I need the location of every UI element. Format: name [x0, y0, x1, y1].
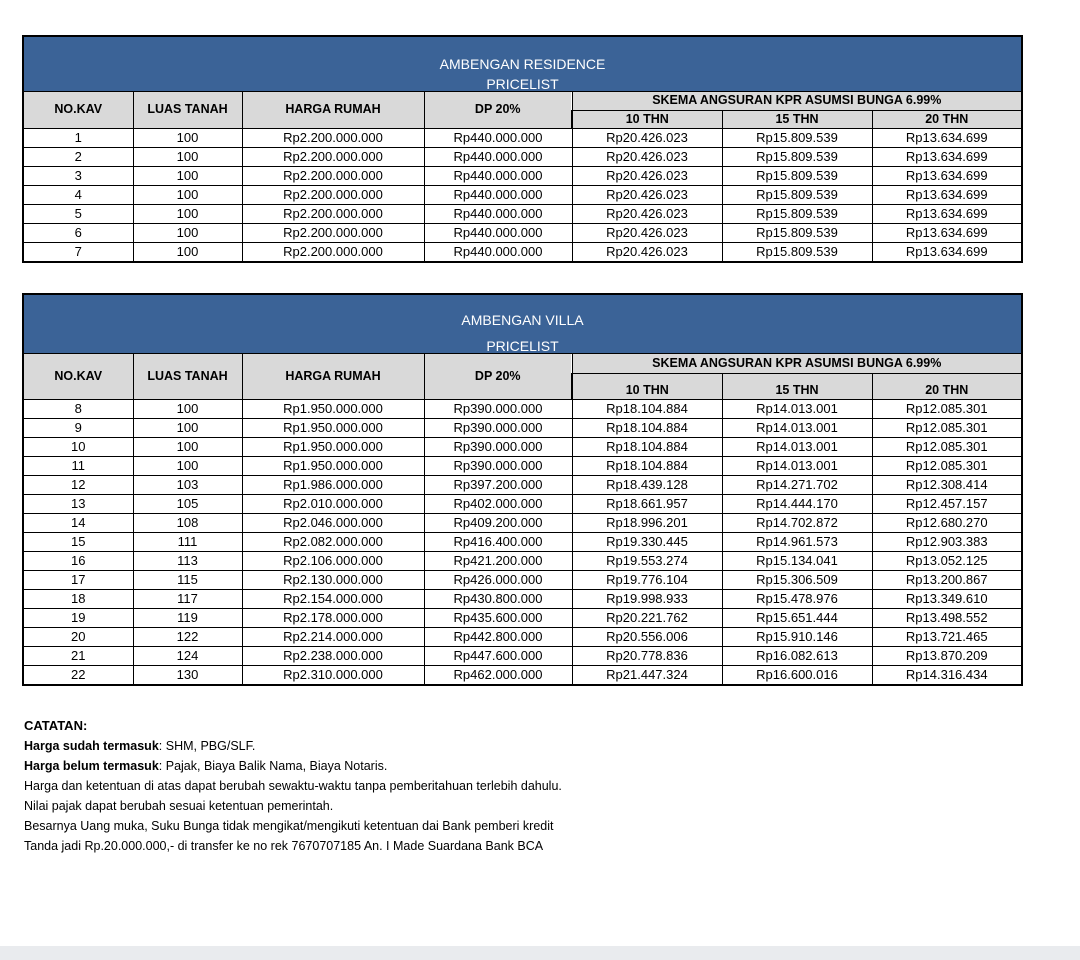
- header-no-kav: NO.KAV: [23, 353, 133, 399]
- cell-harga-rumah: Rp2.200.000.000: [242, 166, 424, 185]
- cell-harga-rumah: Rp2.154.000.000: [242, 589, 424, 608]
- cell-dp: Rp390.000.000: [424, 456, 572, 475]
- cell-15-thn: Rp15.809.539: [722, 147, 872, 166]
- cell-luas-tanah: 100: [133, 166, 242, 185]
- table-row: [23, 494, 1022, 513]
- cell-10-thn: Rp20.556.006: [572, 627, 722, 646]
- cell-10-thn: Rp21.447.324: [572, 665, 722, 685]
- cell-15-thn: Rp15.809.539: [722, 166, 872, 185]
- pricelist-table: [22, 35, 1023, 263]
- cell-20-thn: Rp12.085.301: [872, 418, 1022, 437]
- cell-10-thn: Rp20.426.023: [572, 242, 722, 262]
- cell-harga-rumah: Rp2.010.000.000: [242, 494, 424, 513]
- note-excluded-value: : Pajak, Biaya Balik Nama, Biaya Notaris.: [158, 759, 388, 773]
- cell-20-thn: Rp13.634.699: [872, 185, 1022, 204]
- cell-15-thn: Rp14.013.001: [722, 418, 872, 437]
- cell-20-thn: Rp13.200.867: [872, 570, 1022, 589]
- cell-luas-tanah: 100: [133, 456, 242, 475]
- cell-no-kav: 2: [23, 147, 133, 166]
- cell-harga-rumah: Rp2.310.000.000: [242, 665, 424, 685]
- cell-harga-rumah: Rp2.200.000.000: [242, 128, 424, 147]
- cell-dp: Rp440.000.000: [424, 147, 572, 166]
- cell-no-kav: 12: [23, 475, 133, 494]
- cell-luas-tanah: 130: [133, 665, 242, 685]
- cell-10-thn: Rp20.426.023: [572, 185, 722, 204]
- table-row: [23, 204, 1022, 223]
- cell-harga-rumah: Rp2.200.000.000: [242, 242, 424, 262]
- table-subtitle: PRICELIST: [23, 329, 1022, 353]
- cell-20-thn: Rp14.316.434: [872, 665, 1022, 685]
- cell-harga-rumah: Rp2.200.000.000: [242, 223, 424, 242]
- cell-15-thn: Rp16.600.016: [722, 665, 872, 685]
- note-included-value: : SHM, PBG/SLF.: [158, 739, 256, 753]
- cell-luas-tanah: 100: [133, 185, 242, 204]
- cell-dp: Rp390.000.000: [424, 437, 572, 456]
- cell-dp: Rp447.600.000: [424, 646, 572, 665]
- cell-10-thn: Rp20.426.023: [572, 166, 722, 185]
- cell-no-kav: 11: [23, 456, 133, 475]
- cell-10-thn: Rp19.998.933: [572, 589, 722, 608]
- cell-10-thn: Rp18.996.201: [572, 513, 722, 532]
- cell-10-thn: Rp20.426.023: [572, 223, 722, 242]
- header-no-kav: NO.KAV: [23, 91, 133, 128]
- cell-luas-tanah: 100: [133, 128, 242, 147]
- header-harga-rumah: HARGA RUMAH: [242, 353, 424, 399]
- cell-15-thn: Rp14.013.001: [722, 456, 872, 475]
- header-15-thn: 15 THN: [722, 373, 872, 399]
- cell-15-thn: Rp15.910.146: [722, 627, 872, 646]
- cell-dp: Rp440.000.000: [424, 185, 572, 204]
- cell-10-thn: Rp18.104.884: [572, 399, 722, 418]
- cell-no-kav: 18: [23, 589, 133, 608]
- note-line: Tanda jadi Rp.20.000.000,- di transfer ke no rek 7670707185 An. I Made Suardana Bank BCA: [24, 839, 544, 853]
- cell-10-thn: Rp20.426.023: [572, 128, 722, 147]
- table-row: [23, 589, 1022, 608]
- cell-harga-rumah: Rp2.238.000.000: [242, 646, 424, 665]
- cell-15-thn: Rp15.651.444: [722, 608, 872, 627]
- table-row: [23, 456, 1022, 475]
- table-row: [23, 418, 1022, 437]
- note-excluded: [24, 756, 562, 776]
- cell-dp: Rp430.800.000: [424, 589, 572, 608]
- cell-no-kav: 9: [23, 418, 133, 437]
- cell-15-thn: Rp16.082.613: [722, 646, 872, 665]
- cell-dp: Rp442.800.000: [424, 627, 572, 646]
- table-row: [23, 166, 1022, 185]
- cell-harga-rumah: Rp2.200.000.000: [242, 185, 424, 204]
- pricelist-residence: [22, 35, 1021, 263]
- cell-15-thn: Rp14.013.001: [722, 399, 872, 418]
- cell-10-thn: Rp19.330.445: [572, 532, 722, 551]
- cell-10-thn: Rp20.778.836: [572, 646, 722, 665]
- cell-15-thn: Rp15.306.509: [722, 570, 872, 589]
- cell-harga-rumah: Rp2.200.000.000: [242, 147, 424, 166]
- cell-harga-rumah: Rp1.950.000.000: [242, 399, 424, 418]
- cell-harga-rumah: Rp2.200.000.000: [242, 204, 424, 223]
- table-title: AMBENGAN RESIDENCE: [23, 36, 1022, 73]
- cell-10-thn: Rp18.104.884: [572, 418, 722, 437]
- cell-no-kav: 17: [23, 570, 133, 589]
- cell-luas-tanah: 108: [133, 513, 242, 532]
- cell-20-thn: Rp12.457.157: [872, 494, 1022, 513]
- cell-20-thn: Rp13.870.209: [872, 646, 1022, 665]
- header-10-thn: 10 THN: [572, 110, 722, 128]
- notes-heading: CATATAN:: [24, 718, 88, 733]
- cell-10-thn: Rp19.553.274: [572, 551, 722, 570]
- cell-15-thn: Rp14.013.001: [722, 437, 872, 456]
- cell-10-thn: Rp20.426.023: [572, 147, 722, 166]
- cell-dp: Rp390.000.000: [424, 418, 572, 437]
- table-row: [23, 513, 1022, 532]
- cell-no-kav: 7: [23, 242, 133, 262]
- table-row: [23, 223, 1022, 242]
- cell-20-thn: Rp12.308.414: [872, 475, 1022, 494]
- cell-10-thn: Rp19.776.104: [572, 570, 722, 589]
- cell-luas-tanah: 103: [133, 475, 242, 494]
- table-row: [23, 627, 1022, 646]
- cell-20-thn: Rp13.498.552: [872, 608, 1022, 627]
- cell-15-thn: Rp15.134.041: [722, 551, 872, 570]
- cell-20-thn: Rp13.634.699: [872, 204, 1022, 223]
- cell-luas-tanah: 100: [133, 204, 242, 223]
- cell-20-thn: Rp12.903.383: [872, 532, 1022, 551]
- cell-20-thn: Rp12.085.301: [872, 456, 1022, 475]
- cell-no-kav: 14: [23, 513, 133, 532]
- cell-15-thn: Rp15.809.539: [722, 242, 872, 262]
- cell-20-thn: Rp13.052.125: [872, 551, 1022, 570]
- cell-20-thn: Rp12.085.301: [872, 399, 1022, 418]
- table-subtitle: PRICELIST: [23, 73, 1022, 91]
- table-row: [23, 608, 1022, 627]
- cell-20-thn: Rp13.634.699: [872, 166, 1022, 185]
- cell-harga-rumah: Rp2.106.000.000: [242, 551, 424, 570]
- table-title: AMBENGAN VILLA: [23, 294, 1022, 329]
- header-dp: DP 20%: [424, 91, 572, 128]
- cell-10-thn: Rp18.439.128: [572, 475, 722, 494]
- table-row: [23, 665, 1022, 685]
- cell-harga-rumah: Rp2.178.000.000: [242, 608, 424, 627]
- cell-dp: Rp402.000.000: [424, 494, 572, 513]
- cell-luas-tanah: 111: [133, 532, 242, 551]
- cell-15-thn: Rp14.271.702: [722, 475, 872, 494]
- table-row: [23, 551, 1022, 570]
- cell-no-kav: 16: [23, 551, 133, 570]
- header-skema-angsuran: SKEMA ANGSURAN KPR ASUMSI BUNGA 6.99%: [572, 353, 1022, 373]
- cell-10-thn: Rp20.221.762: [572, 608, 722, 627]
- cell-dp: Rp390.000.000: [424, 399, 572, 418]
- cell-no-kav: 1: [23, 128, 133, 147]
- cell-dp: Rp440.000.000: [424, 242, 572, 262]
- header-10-thn: 10 THN: [572, 373, 722, 399]
- cell-harga-rumah: Rp2.082.000.000: [242, 532, 424, 551]
- page-bottom-edge: [0, 946, 1080, 960]
- cell-20-thn: Rp13.349.610: [872, 589, 1022, 608]
- cell-luas-tanah: 124: [133, 646, 242, 665]
- cell-20-thn: Rp12.085.301: [872, 437, 1022, 456]
- cell-luas-tanah: 119: [133, 608, 242, 627]
- cell-15-thn: Rp15.809.539: [722, 223, 872, 242]
- table-row: [23, 185, 1022, 204]
- cell-harga-rumah: Rp2.214.000.000: [242, 627, 424, 646]
- header-20-thn: 20 THN: [872, 110, 1022, 128]
- cell-no-kav: 8: [23, 399, 133, 418]
- cell-luas-tanah: 115: [133, 570, 242, 589]
- table-row: [23, 399, 1022, 418]
- cell-luas-tanah: 117: [133, 589, 242, 608]
- header-dp: DP 20%: [424, 353, 572, 399]
- header-skema-angsuran: SKEMA ANGSURAN KPR ASUMSI BUNGA 6.99%: [572, 91, 1022, 110]
- cell-no-kav: 21: [23, 646, 133, 665]
- table-row: [23, 242, 1022, 262]
- cell-dp: Rp409.200.000: [424, 513, 572, 532]
- table-row: [23, 147, 1022, 166]
- note-excluded-label: Harga belum termasuk: [24, 759, 159, 773]
- cell-no-kav: 15: [23, 532, 133, 551]
- cell-20-thn: Rp13.721.465: [872, 627, 1022, 646]
- cell-harga-rumah: Rp1.950.000.000: [242, 456, 424, 475]
- cell-no-kav: 3: [23, 166, 133, 185]
- cell-20-thn: Rp13.634.699: [872, 242, 1022, 262]
- cell-no-kav: 20: [23, 627, 133, 646]
- cell-harga-rumah: Rp2.046.000.000: [242, 513, 424, 532]
- cell-no-kav: 19: [23, 608, 133, 627]
- notes-section: [24, 716, 562, 856]
- cell-luas-tanah: 122: [133, 627, 242, 646]
- header-20-thn: 20 THN: [872, 373, 1022, 399]
- note-line: Nilai pajak dapat berubah sesuai ketentuan pemerintah.: [24, 799, 334, 813]
- cell-harga-rumah: Rp1.986.000.000: [242, 475, 424, 494]
- pricelist-table: [22, 293, 1023, 686]
- note-line: Besarnya Uang muka, Suku Bunga tidak mengikat/mengikuti ketentuan dai Bank pemberi kredit: [24, 819, 554, 833]
- table-row: [23, 437, 1022, 456]
- cell-luas-tanah: 100: [133, 147, 242, 166]
- cell-20-thn: Rp12.680.270: [872, 513, 1022, 532]
- cell-no-kav: 4: [23, 185, 133, 204]
- cell-dp: Rp421.200.000: [424, 551, 572, 570]
- cell-dp: Rp416.400.000: [424, 532, 572, 551]
- cell-dp: Rp397.200.000: [424, 475, 572, 494]
- cell-dp: Rp440.000.000: [424, 204, 572, 223]
- cell-luas-tanah: 100: [133, 437, 242, 456]
- cell-luas-tanah: 105: [133, 494, 242, 513]
- cell-luas-tanah: 100: [133, 399, 242, 418]
- cell-dp: Rp462.000.000: [424, 665, 572, 685]
- cell-15-thn: Rp15.809.539: [722, 185, 872, 204]
- header-harga-rumah: HARGA RUMAH: [242, 91, 424, 128]
- table-row: [23, 570, 1022, 589]
- cell-no-kav: 10: [23, 437, 133, 456]
- table-row: [23, 646, 1022, 665]
- table-row: [23, 128, 1022, 147]
- cell-dp: Rp426.000.000: [424, 570, 572, 589]
- cell-dp: Rp435.600.000: [424, 608, 572, 627]
- cell-no-kav: 5: [23, 204, 133, 223]
- cell-10-thn: Rp18.104.884: [572, 437, 722, 456]
- cell-no-kav: 6: [23, 223, 133, 242]
- cell-harga-rumah: Rp2.130.000.000: [242, 570, 424, 589]
- cell-dp: Rp440.000.000: [424, 223, 572, 242]
- cell-luas-tanah: 113: [133, 551, 242, 570]
- table-row: [23, 475, 1022, 494]
- cell-dp: Rp440.000.000: [424, 128, 572, 147]
- cell-15-thn: Rp14.444.170: [722, 494, 872, 513]
- cell-harga-rumah: Rp1.950.000.000: [242, 418, 424, 437]
- cell-15-thn: Rp15.809.539: [722, 204, 872, 223]
- cell-10-thn: Rp18.661.957: [572, 494, 722, 513]
- note-included-label: Harga sudah termasuk: [24, 739, 159, 753]
- note-included: [24, 736, 562, 756]
- note-line: Harga dan ketentuan di atas dapat berubah sewaktu-waktu tanpa pemberitahuan terlebih dahulu.: [24, 779, 562, 793]
- header-luas-tanah: LUAS TANAH: [133, 353, 242, 399]
- table-row: [23, 532, 1022, 551]
- header-15-thn: 15 THN: [722, 110, 872, 128]
- cell-10-thn: Rp18.104.884: [572, 456, 722, 475]
- cell-15-thn: Rp14.961.573: [722, 532, 872, 551]
- cell-no-kav: 13: [23, 494, 133, 513]
- cell-luas-tanah: 100: [133, 418, 242, 437]
- cell-20-thn: Rp13.634.699: [872, 128, 1022, 147]
- cell-15-thn: Rp15.478.976: [722, 589, 872, 608]
- pricelist-villa: [22, 293, 1021, 686]
- cell-20-thn: Rp13.634.699: [872, 223, 1022, 242]
- cell-15-thn: Rp14.702.872: [722, 513, 872, 532]
- cell-10-thn: Rp20.426.023: [572, 204, 722, 223]
- cell-harga-rumah: Rp1.950.000.000: [242, 437, 424, 456]
- header-luas-tanah: LUAS TANAH: [133, 91, 242, 128]
- cell-luas-tanah: 100: [133, 223, 242, 242]
- cell-dp: Rp440.000.000: [424, 166, 572, 185]
- cell-15-thn: Rp15.809.539: [722, 128, 872, 147]
- cell-luas-tanah: 100: [133, 242, 242, 262]
- cell-no-kav: 22: [23, 665, 133, 685]
- cell-20-thn: Rp13.634.699: [872, 147, 1022, 166]
